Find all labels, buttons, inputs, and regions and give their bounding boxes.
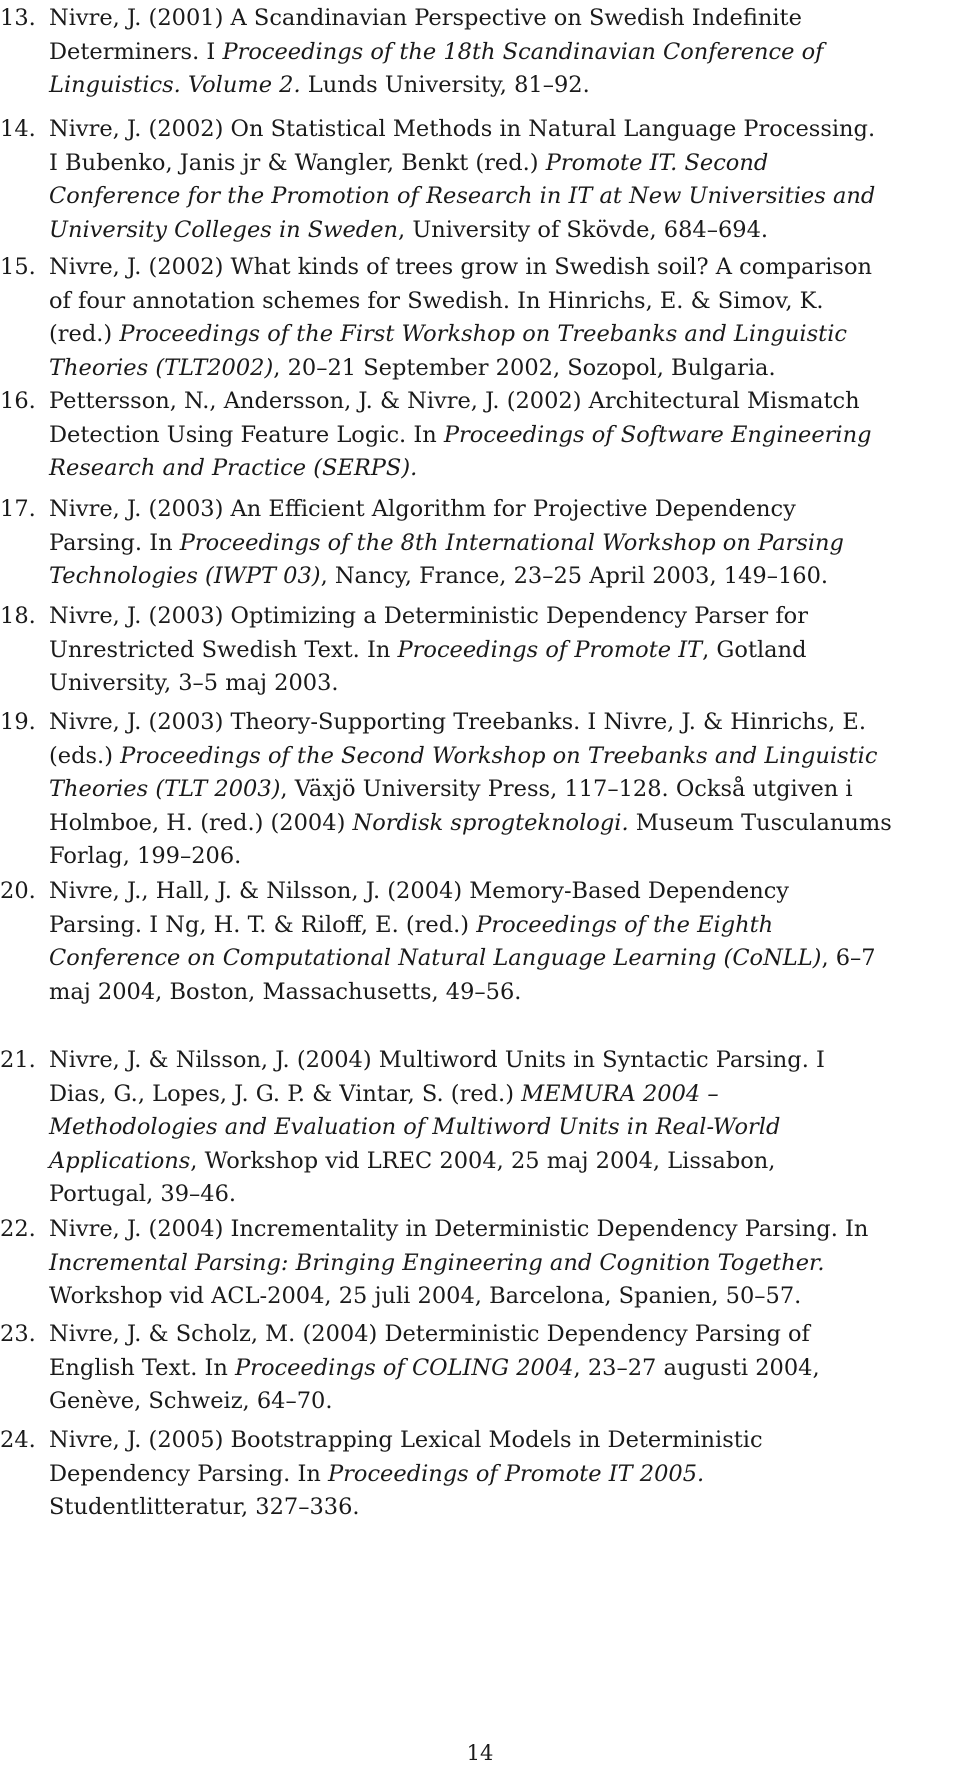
italic-text: Proceedings of Promote IT	[397, 636, 703, 663]
plain-text: Forlag, 199–206.	[49, 843, 242, 869]
reference-line	[49, 251, 954, 285]
plain-text: Dependency Parsing. In	[49, 1460, 329, 1487]
plain-text: Determiners. I	[49, 38, 223, 65]
reference-text	[49, 1044, 954, 1212]
plain-text: Nivre, J. & Scholz, M. (2004) Deterministic Dependency Parsing of	[49, 1321, 810, 1347]
reference-text	[49, 875, 954, 1009]
reference-line	[49, 493, 954, 527]
italic-text: Applications	[49, 1147, 191, 1174]
italic-text: Proceedings of COLING 2004	[235, 1354, 574, 1381]
plain-text: Nivre, J. (2005) Bootstrapping Lexical Models in Deterministic	[49, 1427, 763, 1453]
page-number: 14	[466, 1741, 494, 1765]
plain-text: , 20–21 September 2002, Sozopol, Bulgaria.	[273, 354, 776, 381]
plain-text: Detection Using Feature Logic. In	[49, 421, 444, 448]
reference-line	[49, 706, 954, 740]
italic-text: Promote IT. Second	[545, 149, 769, 176]
italic-text: Proceedings of the Eighth	[476, 911, 774, 938]
italic-text: Proceedings of the 18th Scandinavian Conference of	[222, 38, 824, 65]
plain-text: Nivre, J. (2002) What kinds of trees grow in Swedish soil? A comparison	[49, 254, 872, 280]
reference-line	[49, 452, 954, 486]
reference-text	[49, 113, 954, 247]
italic-text: Incremental Parsing: Bringing Engineering and Cognition Together.	[49, 1249, 825, 1276]
reference-line	[49, 1111, 954, 1145]
plain-text: (eds.)	[49, 742, 121, 769]
reference-line	[49, 352, 954, 386]
plain-text: , Växjö University Press, 117–128. Också utgiven i	[280, 776, 853, 802]
plain-text: , Gotland	[702, 636, 807, 663]
plain-text: Nivre, J., Hall, J. & Nilsson, J. (2004) Memory-Based Dependency	[49, 878, 790, 904]
plain-text: Genève, Schweiz, 64–70.	[49, 1388, 333, 1414]
plain-text: Parsing. In	[49, 529, 180, 556]
reference-line	[49, 385, 954, 419]
reference-number: 13.	[0, 5, 36, 31]
reference-line	[49, 527, 954, 561]
plain-text: Parsing. I Ng, H. T. & Riloff, E. (red.)	[49, 911, 477, 938]
reference-line	[49, 1458, 954, 1492]
italic-text: Conference on Computational Natural Language Learning (CoNLL)	[49, 945, 822, 971]
reference-text	[49, 1213, 954, 1314]
plain-text: English Text. In	[49, 1354, 236, 1381]
reference-number: 19.	[0, 709, 36, 735]
italic-text: Nordisk sprogteknologi.	[352, 809, 629, 836]
reference-number: 15.	[0, 254, 36, 280]
reference-line	[49, 909, 954, 943]
reference-text	[49, 2, 954, 103]
reference-number: 23.	[0, 1321, 36, 1347]
plain-text: of four annotation schemes for Swedish. In Hinrichs, E. & Simov, K.	[49, 287, 824, 314]
plain-text: , Workshop vid LREC 2004, 25 maj 2004, Lissabon,	[190, 1147, 776, 1174]
italic-text: Proceedings of the Second Workshop on Treebanks and Linguistic	[120, 742, 878, 769]
italic-text: Conference for the Promotion of Research in IT at New Universities and	[49, 183, 876, 209]
italic-text: University Colleges in Sweden	[49, 216, 399, 243]
reference-line	[49, 2, 954, 36]
plain-text: maj 2004, Boston, Massachusetts, 49–56.	[49, 978, 522, 1005]
reference-line	[49, 1078, 954, 1112]
plain-text: Studentlitteratur, 327–336.	[49, 1494, 360, 1520]
reference-line	[49, 807, 954, 841]
reference-line	[49, 1145, 954, 1179]
reference-line	[49, 1352, 954, 1386]
plain-text: , Nancy, France, 23–25 April 2003, 149–160.	[320, 563, 829, 589]
reference-line	[49, 1385, 954, 1419]
reference-line	[49, 1247, 954, 1281]
italic-text: Linguistics. Volume 2.	[49, 72, 301, 98]
reference-number: 20.	[0, 878, 36, 904]
plain-text: Nivre, J. (2001) A Scandinavian Perspective on Swedish Indefinite	[49, 5, 802, 31]
italic-text: Proceedings of Software Engineering	[443, 421, 872, 448]
plain-text: Nivre, J. & Nilsson, J. (2004) Multiword Units in Syntactic Parsing. I	[49, 1047, 825, 1073]
plain-text: University, 3–5 maj 2003.	[49, 670, 339, 696]
reference-text	[49, 385, 954, 486]
reference-line	[49, 875, 954, 909]
reference-number: 16.	[0, 388, 36, 414]
reference-line	[49, 840, 954, 874]
reference-text	[49, 600, 954, 701]
italic-text: Proceedings of Promote IT 2005.	[328, 1460, 705, 1487]
reference-line	[49, 942, 954, 976]
reference-text	[49, 1424, 954, 1525]
plain-text: Nivre, J. (2003) Optimizing a Deterministic Dependency Parser for	[49, 603, 808, 629]
plain-text: Pettersson, N., Andersson, J. & Nivre, J. (2002) Architectural Mismatch	[49, 388, 860, 414]
reference-line	[49, 285, 954, 319]
reference-number: 24.	[0, 1427, 36, 1453]
reference-line	[49, 1044, 954, 1078]
reference-line	[49, 180, 954, 214]
plain-text: Nivre, J. (2004) Incrementality in Deterministic Dependency Parsing. In	[49, 1216, 869, 1242]
plain-text: I Bubenko, Janis jr & Wangler, Benkt (red.)	[49, 149, 546, 176]
reference-line	[49, 634, 954, 668]
plain-text: , 6–7	[821, 945, 876, 971]
reference-text	[49, 493, 954, 594]
reference-number: 14.	[0, 116, 36, 142]
italic-text: MEMURA 2004 –	[521, 1080, 719, 1107]
plain-text: Dias, G., Lopes, J. G. P. & Vintar, S. (red.)	[49, 1080, 522, 1107]
reference-number: 18.	[0, 603, 36, 629]
italic-text: Theories (TLT2002)	[49, 354, 274, 381]
italic-text: Proceedings of the First Workshop on Treebanks and Linguistic	[119, 321, 848, 347]
reference-line	[49, 69, 954, 103]
italic-text: Technologies (IWPT 03)	[49, 563, 321, 589]
reference-number: 21.	[0, 1047, 36, 1073]
reference-number: 17.	[0, 496, 36, 522]
reference-line	[49, 1178, 954, 1212]
plain-text: Portugal, 39–46.	[49, 1181, 237, 1207]
reference-line	[49, 419, 954, 453]
plain-text: Museum Tusculanums	[628, 809, 892, 836]
plain-text: Lunds University, 81–92.	[300, 72, 590, 98]
reference-line	[49, 1318, 954, 1352]
plain-text: Nivre, J. (2002) On Statistical Methods in Natural Language Processing.	[49, 116, 876, 142]
plain-text: Unrestricted Swedish Text. In	[49, 636, 398, 663]
reference-text	[49, 706, 954, 874]
plain-text: Workshop vid ACL-2004, 25 juli 2004, Barcelona, Spanien, 50–57.	[49, 1283, 802, 1309]
italic-text: Research and Practice (SERPS).	[49, 455, 418, 481]
reference-line	[49, 1491, 954, 1525]
italic-text: Methodologies and Evaluation of Multiword Units in Real-World	[49, 1114, 781, 1140]
reference-line	[49, 1424, 954, 1458]
reference-line	[49, 976, 954, 1010]
reference-line	[49, 667, 954, 701]
plain-text: Holmboe, H. (red.) (2004)	[49, 809, 353, 836]
reference-line	[49, 1280, 954, 1314]
reference-line	[49, 600, 954, 634]
reference-text	[49, 1318, 954, 1419]
plain-text: Nivre, J. (2003) An Efficient Algorithm for Projective Dependency	[49, 496, 796, 522]
reference-text	[49, 251, 954, 385]
reference-line	[49, 318, 954, 352]
italic-text: Proceedings of the 8th International Workshop on Parsing	[179, 529, 844, 556]
italic-text: Theories (TLT 2003)	[49, 776, 281, 802]
reference-line	[49, 773, 954, 807]
plain-text: , 23–27 augusti 2004,	[573, 1354, 820, 1381]
plain-text: , University of Skövde, 684–694.	[398, 216, 769, 243]
reference-line	[49, 36, 954, 70]
reference-line	[49, 147, 954, 181]
reference-line	[49, 560, 954, 594]
plain-text: Nivre, J. (2003) Theory-Supporting Treebanks. I Nivre, J. & Hinrichs, E.	[49, 709, 866, 735]
reference-line	[49, 214, 954, 248]
reference-line	[49, 740, 954, 774]
reference-number: 22.	[0, 1216, 36, 1242]
reference-line	[49, 1213, 954, 1247]
plain-text: (red.)	[49, 321, 120, 347]
reference-line	[49, 113, 954, 147]
